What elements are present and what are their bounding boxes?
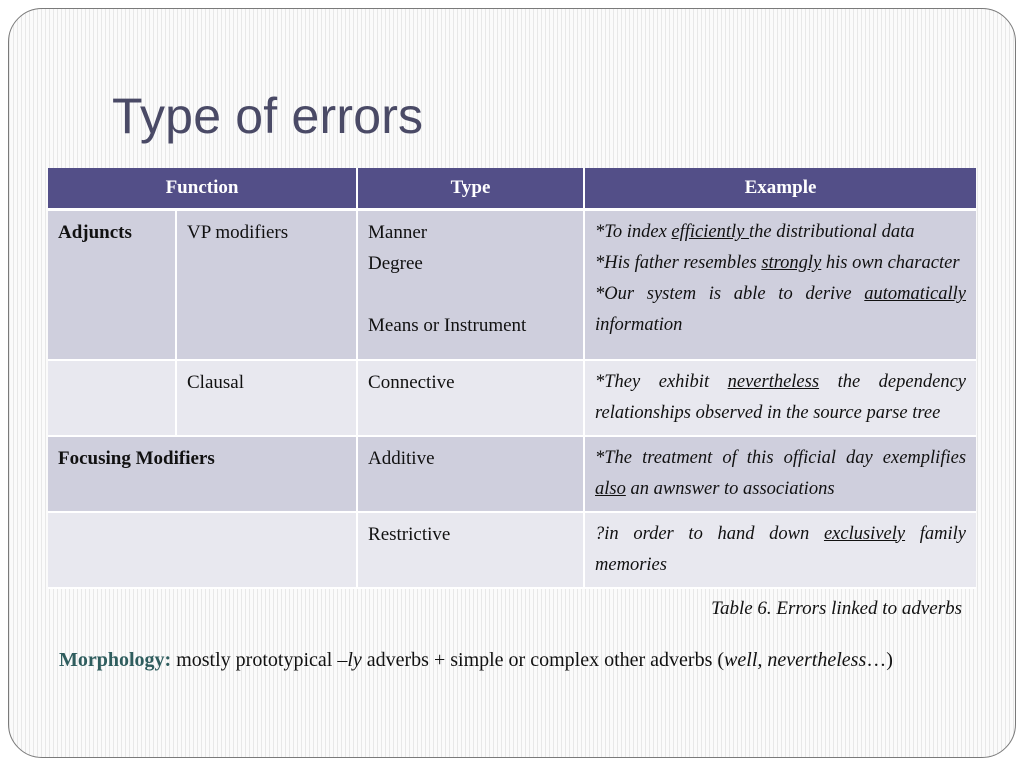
- example-cell: [584, 436, 976, 512]
- type-label: Means or Instrument: [368, 315, 527, 336]
- header-type: Type: [357, 168, 584, 210]
- example-cell: [584, 512, 976, 588]
- subfunction-cell: VP modifiers: [176, 210, 357, 360]
- subfunction-cell: Clausal: [176, 360, 357, 436]
- morphology-note: Morphology: mostly prototypical –ly adverbs + simple or complex other adverbs (well, nevertheless…): [59, 649, 893, 671]
- function-cell: Adjuncts: [48, 210, 176, 360]
- adverb-examples: well, nevertheless: [724, 649, 867, 671]
- function-cell: [48, 512, 357, 588]
- error-adverb: nevertheless: [727, 371, 820, 392]
- table-row: [48, 436, 976, 512]
- function-cell: Focusing Modifiers: [48, 436, 357, 512]
- error-adverb: strongly: [761, 253, 822, 273]
- table-row: [48, 360, 976, 436]
- type-cell: [357, 210, 584, 360]
- type-cell: Restrictive: [357, 512, 584, 588]
- type-label: Manner: [368, 222, 428, 243]
- errors-table: [48, 168, 976, 589]
- header-example: Example: [584, 168, 976, 210]
- example-sentence: *His father resembles strongly his own character: [595, 253, 960, 273]
- error-adverb: also: [595, 478, 626, 499]
- error-adverb: exclusively: [823, 523, 906, 544]
- error-adverb: efficiently: [671, 222, 749, 242]
- type-spacer: [368, 279, 573, 310]
- type-label: Degree: [368, 253, 423, 274]
- table-header-row: [48, 168, 976, 210]
- example-sentence: *The treatment of this official day exemplifies also an awnswer to associations: [595, 447, 967, 499]
- example-cell: [584, 210, 976, 360]
- example-sentence: ?in order to hand down exclusively family memories: [595, 523, 967, 575]
- header-function: Function: [48, 168, 357, 210]
- table-row: [48, 512, 976, 588]
- type-cell: Additive: [357, 436, 584, 512]
- table-row: [48, 210, 976, 360]
- table-caption: Table 6. Errors linked to adverbs: [711, 598, 962, 619]
- suffix-ly: –ly: [337, 649, 362, 671]
- error-adverb: automatically: [864, 284, 967, 304]
- slide-title: Type of errors: [112, 88, 424, 144]
- morphology-label: Morphology:: [59, 649, 172, 671]
- type-cell: Connective: [357, 360, 584, 436]
- example-sentence: *To index efficiently the distributional data: [595, 222, 915, 242]
- example-sentence: *Our system is able to derive automatically information: [595, 284, 967, 335]
- example-sentence: *They exhibit nevertheless the dependency relationships observed in the source parse tree: [595, 371, 966, 423]
- example-cell: [584, 360, 976, 436]
- function-cell: [48, 360, 176, 436]
